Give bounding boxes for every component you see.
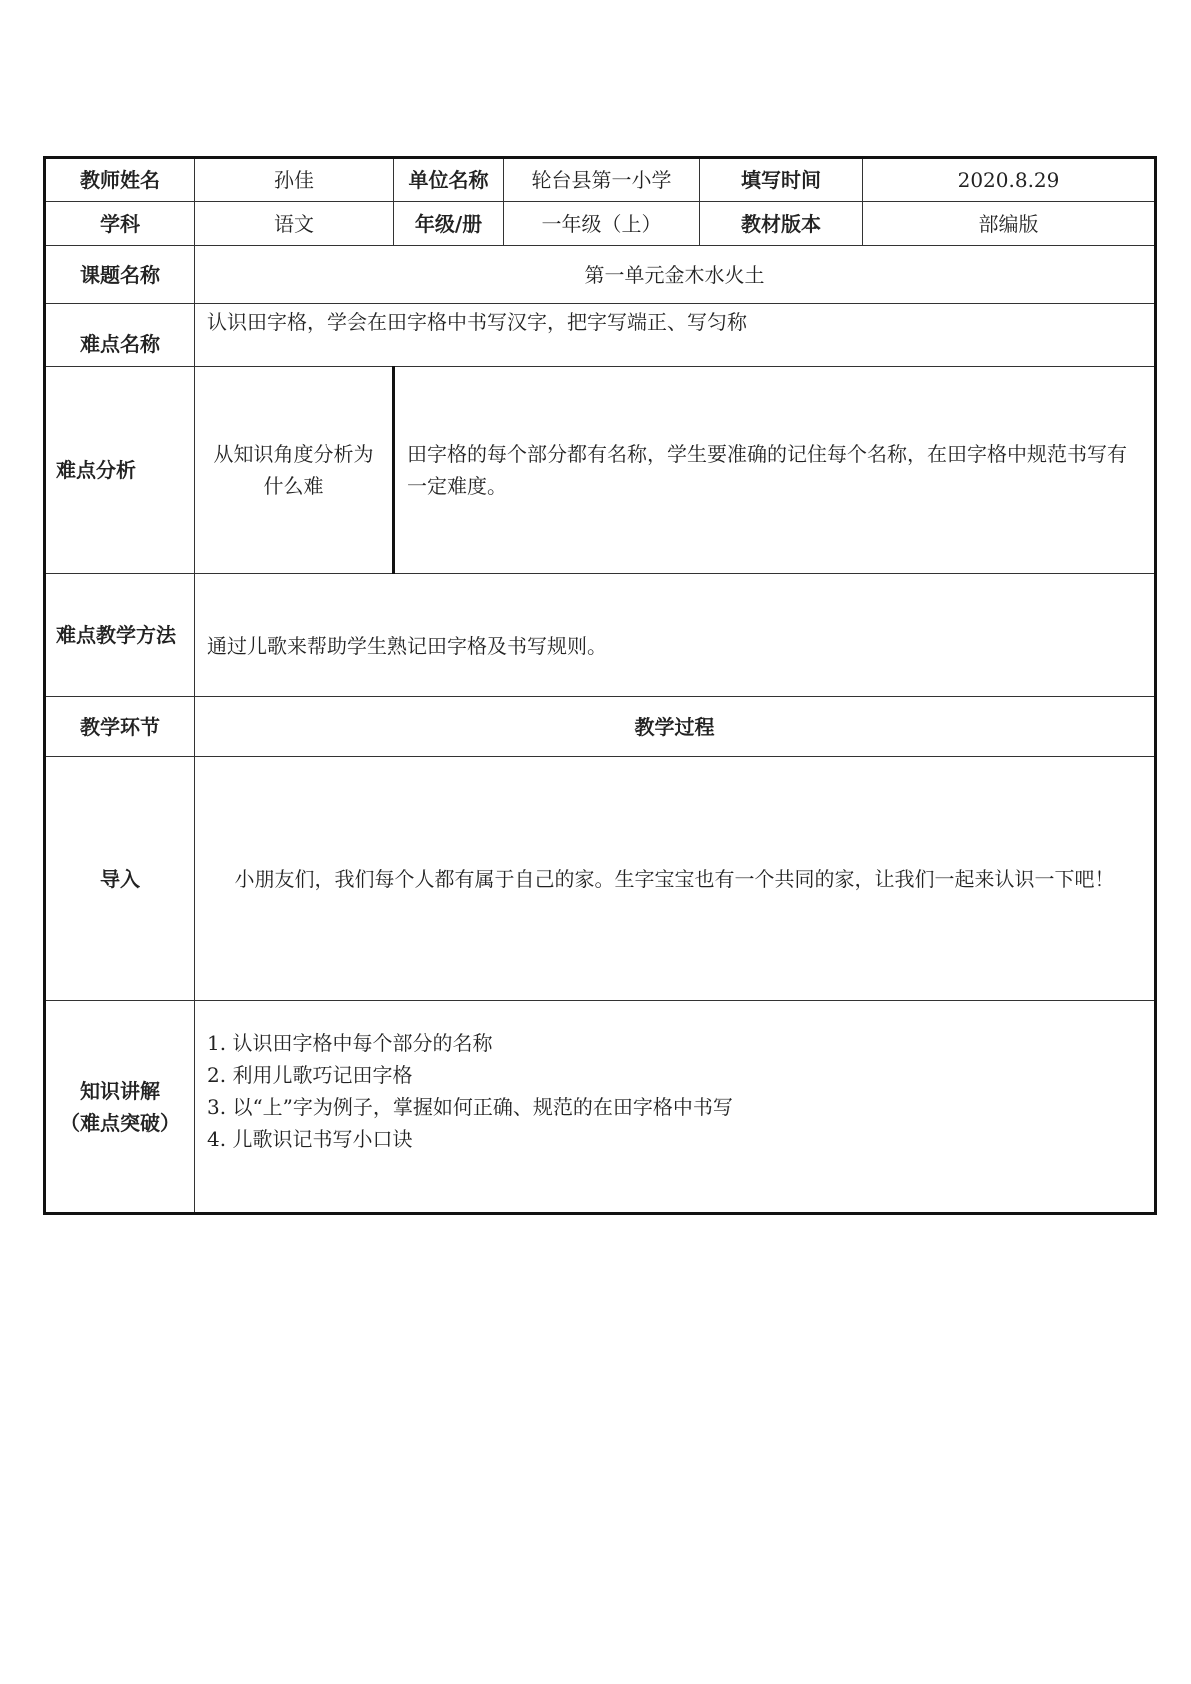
list-item: 2. 利用儿歌巧记田字格 — [207, 1063, 413, 1087]
subject-value: 语文 — [195, 202, 394, 246]
difficulty-value: 认识田字格，学会在田字格中书写汉字，把字写端正、写匀称 — [195, 304, 1156, 367]
analysis-label: 难点分析 — [45, 367, 195, 574]
analysis-sub-label: 从知识角度分析为什么难 — [195, 367, 394, 574]
row-topic — [45, 246, 1156, 304]
method-value: 通过儿歌来帮助学生熟记田字格及书写规则。 — [195, 574, 1156, 697]
method-label: 难点教学方法 — [45, 574, 195, 697]
topic-value: 第一单元金木水火土 — [195, 246, 1156, 304]
edition-value: 部编版 — [863, 202, 1156, 246]
teacher-label: 教师姓名 — [45, 158, 195, 202]
knowledge-list — [207, 1027, 1142, 1155]
row-subject — [45, 202, 1156, 246]
unit-value: 轮台县第一小学 — [504, 158, 700, 202]
row-method — [45, 574, 1156, 697]
lesson-plan-table — [43, 156, 1157, 1215]
stage-label: 教学环节 — [45, 697, 195, 757]
grade-value: 一年级（上） — [504, 202, 700, 246]
topic-label: 课题名称 — [45, 246, 195, 304]
analysis-value: 田字格的每个部分都有名称，学生要准确的记住每个名称，在田字格中规范书写有一定难度。 — [394, 367, 1156, 574]
date-label: 填写时间 — [700, 158, 863, 202]
lesson-plan-sheet — [43, 156, 1154, 1215]
knowledge-label-line1: 知识讲解 — [80, 1078, 160, 1103]
row-intro — [45, 757, 1156, 1001]
list-item: 1. 认识田字格中每个部分的名称 — [207, 1031, 493, 1055]
difficulty-label: 难点名称 — [45, 304, 195, 367]
row-process-header — [45, 697, 1156, 757]
row-knowledge — [45, 1001, 1156, 1214]
intro-label: 导入 — [45, 757, 195, 1001]
unit-label: 单位名称 — [394, 158, 504, 202]
subject-label: 学科 — [45, 202, 195, 246]
knowledge-label — [45, 1001, 195, 1214]
knowledge-content — [195, 1001, 1156, 1214]
edition-label: 教材版本 — [700, 202, 863, 246]
teacher-value: 孙佳 — [195, 158, 394, 202]
row-analysis — [45, 367, 1156, 574]
date-value: 2020.8.29 — [863, 158, 1156, 202]
intro-value: 小朋友们，我们每个人都有属于自己的家。生字宝宝也有一个共同的家，让我们一起来认识一下吧！ — [195, 757, 1156, 1001]
row-teacher — [45, 158, 1156, 202]
list-item: 4. 儿歌识记书写小口诀 — [207, 1127, 413, 1151]
knowledge-label-line2: （难点突破） — [60, 1110, 180, 1135]
grade-label: 年级/册 — [394, 202, 504, 246]
row-difficulty — [45, 304, 1156, 367]
list-item: 3. 以“上”字为例子，掌握如何正确、规范的在田字格中书写 — [207, 1095, 733, 1119]
process-label: 教学过程 — [195, 697, 1156, 757]
